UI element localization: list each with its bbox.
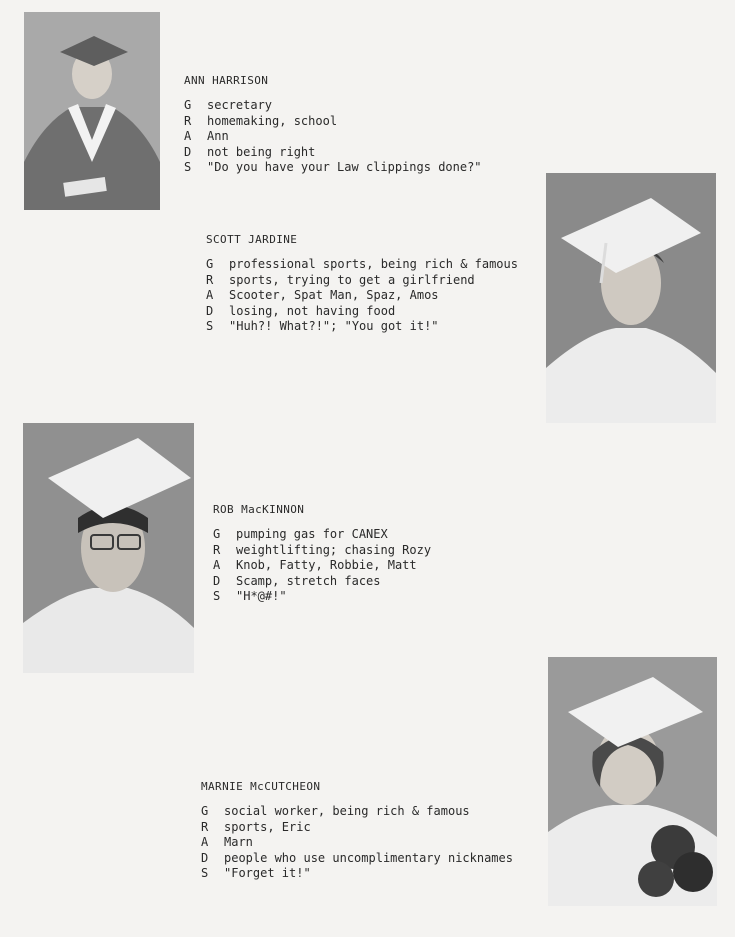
line-text: homemaking, school [207, 113, 338, 128]
entry-line [213, 574, 431, 590]
student-name: ROB MacKINNON [213, 503, 305, 516]
portrait-photo-rob-mackinnon [23, 423, 194, 673]
line-letter: A [201, 835, 209, 849]
line-text: secretary [207, 98, 273, 112]
entry-line [206, 288, 518, 304]
line-letter: D [206, 303, 214, 318]
entry-marnie-mccutcheon [201, 780, 513, 882]
line-letter: D [184, 144, 192, 159]
line-letter: R [184, 113, 192, 128]
line-letter: A [184, 129, 192, 143]
entry-line [206, 304, 518, 320]
entry-line [213, 589, 431, 605]
student-name: SCOTT JARDINE [206, 233, 298, 246]
entry-line [206, 273, 518, 289]
entry-line [201, 835, 513, 851]
entry-line [213, 558, 431, 574]
line-letter: A [206, 288, 214, 302]
student-name: ANN HARRISON [184, 74, 269, 87]
entry-line [184, 129, 482, 145]
line-text: pumping gas for CANEX [236, 527, 388, 541]
line-text: people who use uncomplimentary nicknames [224, 850, 513, 865]
line-text: sports, trying to get a girlfriend [229, 272, 475, 287]
entry-line [184, 98, 482, 114]
portrait-photo-scott-jardine [546, 173, 716, 423]
line-letter: D [201, 850, 209, 865]
entry-line [213, 527, 431, 543]
line-text: Scooter, Spat Man, Spaz, Amos [229, 288, 439, 302]
portrait-photo-ann-harrison [24, 12, 160, 210]
line-letter: R [201, 819, 209, 834]
line-text: "Forget it!" [224, 866, 311, 880]
line-letter: R [206, 272, 214, 287]
line-text: Ann [207, 129, 229, 143]
line-text: "Do you have your Law clippings done?" [207, 160, 482, 174]
entry-line [206, 257, 518, 273]
entry-line [213, 543, 431, 559]
entry-line [201, 866, 513, 882]
line-letter: D [213, 573, 221, 588]
line-text: Marn [224, 835, 253, 849]
line-text: social worker, being rich & famous [224, 804, 470, 818]
entry-line [184, 145, 482, 161]
entry-line [206, 319, 518, 335]
entry-ann-harrison [184, 74, 482, 176]
line-letter: G [213, 527, 221, 541]
line-letter: R [213, 542, 221, 557]
line-text: professional sports, being rich & famous [229, 257, 518, 271]
line-text: Knob, Fatty, Robbie, Matt [236, 558, 417, 572]
entry-rob-mackinnon [213, 503, 431, 605]
line-text: "H*@#!" [236, 589, 287, 603]
line-letter: S [184, 160, 192, 174]
line-text: losing, not having food [229, 303, 396, 318]
line-letter: S [213, 589, 221, 603]
entry-line [201, 851, 513, 867]
line-letter: G [201, 804, 209, 818]
line-letter: S [201, 866, 209, 880]
portrait-photo-marnie-mccutcheon [548, 657, 717, 906]
line-letter: G [206, 257, 214, 271]
entry-line [201, 820, 513, 836]
line-letter: G [184, 98, 192, 112]
entry-line [184, 160, 482, 176]
entry-line [184, 114, 482, 130]
line-text: Scamp, stretch faces [236, 573, 381, 588]
line-letter: S [206, 319, 214, 333]
entry-scott-jardine [206, 233, 518, 335]
line-text: sports, Eric [224, 819, 311, 834]
entry-line [201, 804, 513, 820]
line-text: weightlifting; chasing Rozy [236, 542, 432, 557]
line-text: "Huh?! What?!"; "You got it!" [229, 319, 439, 333]
student-name: MARNIE McCUTCHEON [201, 780, 321, 793]
line-text: not being right [207, 144, 316, 159]
line-letter: A [213, 558, 221, 572]
